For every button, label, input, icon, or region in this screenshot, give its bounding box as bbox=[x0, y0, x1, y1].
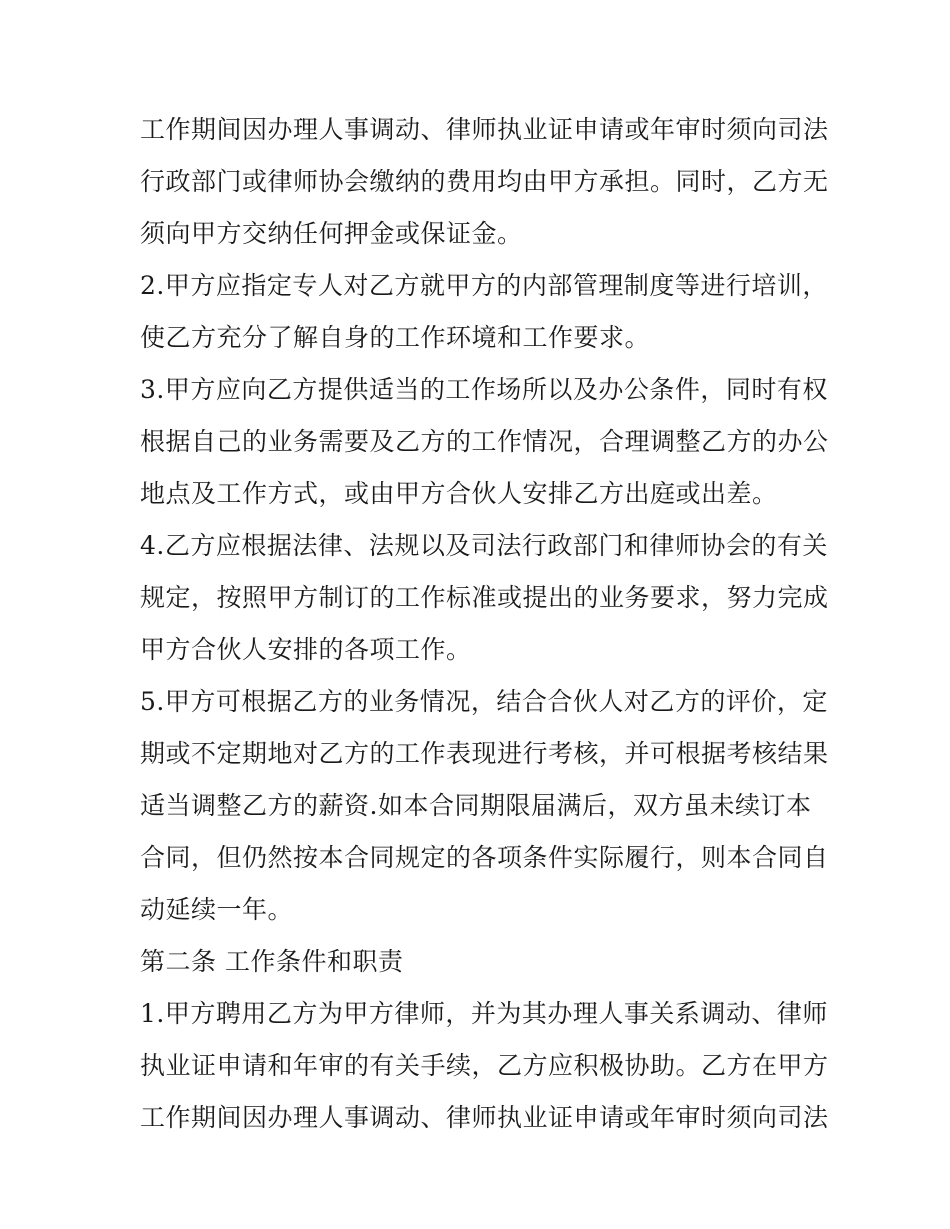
text-line: 须向甲方交纳任何押金或保证金。 bbox=[140, 219, 523, 248]
text-line: 2.甲方应指定专人对乙方就甲方的内部管理制度等进行培训， bbox=[140, 271, 828, 300]
text-line: 期或不定期地对乙方的工作表现进行考核，并可根据考核结果 bbox=[140, 739, 829, 768]
text-line: 4.乙方应根据法律、法规以及司法行政部门和律师协会的有关 bbox=[140, 531, 828, 560]
text-line: 工作期间因办理人事调动、律师执业证申请或年审时须向司法 bbox=[140, 115, 829, 144]
section-heading: 第二条 工作条件和职责 bbox=[140, 947, 404, 976]
text-line: 执业证申请和年审的有关手续，乙方应积极协助。乙方在甲方 bbox=[140, 1051, 829, 1080]
text-line: 甲方合伙人安排的各项工作。 bbox=[140, 635, 472, 664]
text-line: 地点及工作方式，或由甲方合伙人安排乙方出庭或出差。 bbox=[140, 479, 778, 508]
text-line: 动延续一年。 bbox=[140, 895, 294, 924]
text-line: 5.甲方可根据乙方的业务情况，结合合伙人对乙方的评价，定 bbox=[140, 687, 828, 716]
text-line: 规定，按照甲方制订的工作标准或提出的业务要求，努力完成 bbox=[140, 583, 829, 612]
document-body bbox=[140, 104, 829, 1144]
text-line: 工作期间因办理人事调动、律师执业证申请或年审时须向司法 bbox=[140, 1103, 829, 1132]
text-line: 根据自己的业务需要及乙方的工作情况，合理调整乙方的办公 bbox=[140, 427, 829, 456]
text-line: 行政部门或律师协会缴纳的费用均由甲方承担。同时，乙方无 bbox=[140, 167, 829, 196]
text-line: 3.甲方应向乙方提供适当的工作场所以及办公条件，同时有权 bbox=[140, 375, 828, 404]
text-line: 1.甲方聘用乙方为甲方律师，并为其办理人事关系调动、律师 bbox=[140, 999, 828, 1028]
text-line: 合同，但仍然按本合同规定的各项条件实际履行，则本合同自 bbox=[140, 843, 829, 872]
text-line: 使乙方充分了解自身的工作环境和工作要求。 bbox=[140, 323, 651, 352]
text-line: 适当调整乙方的薪资.如本合同期限届满后，双方虽未续订本 bbox=[140, 791, 812, 820]
